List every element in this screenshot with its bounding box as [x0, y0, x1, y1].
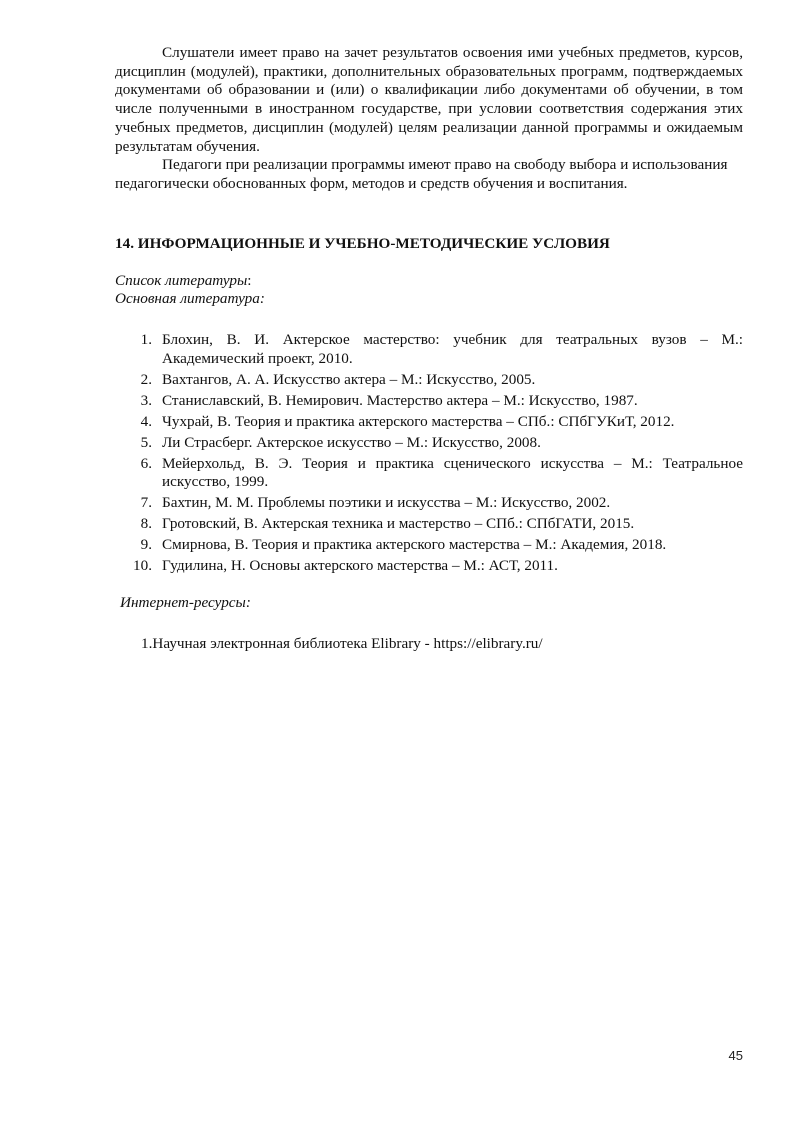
literature-item — [115, 557, 743, 576]
intro-paragraph-teachers: Педагоги при реализации программы имеют право на свободу выбора и использования педагогически обоснованных форм, методов и средств обучения и воспитания. — [115, 156, 728, 192]
literature-item — [115, 455, 743, 492]
literature-item-text: Мейерхольд, В. Э. Теория и практика сценического искусства – М.: Театральное искусство, 1999. — [162, 454, 743, 491]
literature-item-text: Ли Страсберг. Актерское искусство – М.: Искусство, 2008. — [162, 433, 541, 451]
literature-item-text: Блохин, В. И. Актерское мастерство: учебник для театральных вузов – М.: Академический проект, 2010. — [162, 331, 743, 367]
literature-item — [115, 515, 743, 534]
literature-item-number: 1. — [140, 331, 152, 349]
main-literature-caption: Основная литература: — [115, 290, 265, 308]
literature-item-text: Гудилина, Н. Основы актерского мастерства – М.: АСТ, 2011. — [162, 557, 558, 575]
literature-list-caption-colon: : — [247, 271, 252, 289]
internet-resources-caption: Интернет-ресурсы: — [120, 594, 251, 612]
literature-item-text: Гротовский, В. Актерская техника и мастерство – СПб.: СПбГАТИ, 2015. — [162, 515, 635, 533]
literature-item-text: Бахтин, М. М. Проблемы поэтики и искусства – М.: Искусство, 2002. — [162, 494, 611, 512]
literature-item-number: 9. — [140, 536, 152, 554]
literature-list-caption-text: Список литературы — [115, 271, 248, 289]
literature-item-text: Чухрай, В. Теория и практика актерского мастерства – СПб.: СПбГУКиТ, 2012. — [162, 412, 675, 430]
literature-item — [115, 331, 743, 368]
literature-item — [115, 494, 743, 513]
literature-item — [115, 413, 743, 432]
literature-item-text: Смирнова, В. Теория и практика актерского мастерства – М.: Академия, 2018. — [162, 536, 667, 554]
literature-item — [115, 371, 743, 390]
literature-item — [115, 392, 743, 411]
literature-list — [115, 331, 743, 576]
literature-item-number: 3. — [140, 391, 152, 409]
literature-item — [115, 536, 743, 555]
literature-item-number: 5. — [140, 433, 152, 451]
literature-item-number: 6. — [140, 454, 152, 472]
page-content — [115, 44, 743, 654]
literature-item-number: 2. — [140, 370, 152, 388]
page-number: 45 — [728, 1048, 743, 1063]
literature-captions — [115, 272, 743, 309]
literature-item — [115, 434, 743, 453]
literature-item-number: 10. — [133, 557, 152, 575]
literature-item-number: 4. — [140, 412, 152, 430]
literature-list-caption — [115, 272, 743, 291]
intro-paragraph-credits: Слушатели имеет право на зачет результатов освоения ими учебных предметов, курсов, дисциплин (модулей), практики, дополнительных образовательных программ, подтверждаемых документами об образовании и (или) о квалификации либо документами об обучении, в том числе полученными в иностранном государстве, при условии соответствия содержания этих учебных предметов, дисциплин (модулей) целям реализации данной программы и ожидаемым результатам обучения. — [115, 44, 743, 155]
internet-resource-item: 1.Научная электронная библиотека Elibrary - https://elibrary.ru/ — [141, 634, 543, 652]
section-title: 14. ИНФОРМАЦИОННЫЕ И УЧЕБНО-МЕТОДИЧЕСКИЕ УСЛОВИЯ — [115, 234, 610, 252]
literature-item-number: 8. — [140, 515, 152, 533]
literature-item-text: Вахтангов, А. А. Искусство актера – М.: Искусство, 2005. — [162, 370, 536, 388]
literature-item-text: Станиславский, В. Немирович. Мастерство актера – М.: Искусство, 1987. — [162, 391, 638, 409]
literature-item-number: 7. — [140, 494, 152, 512]
